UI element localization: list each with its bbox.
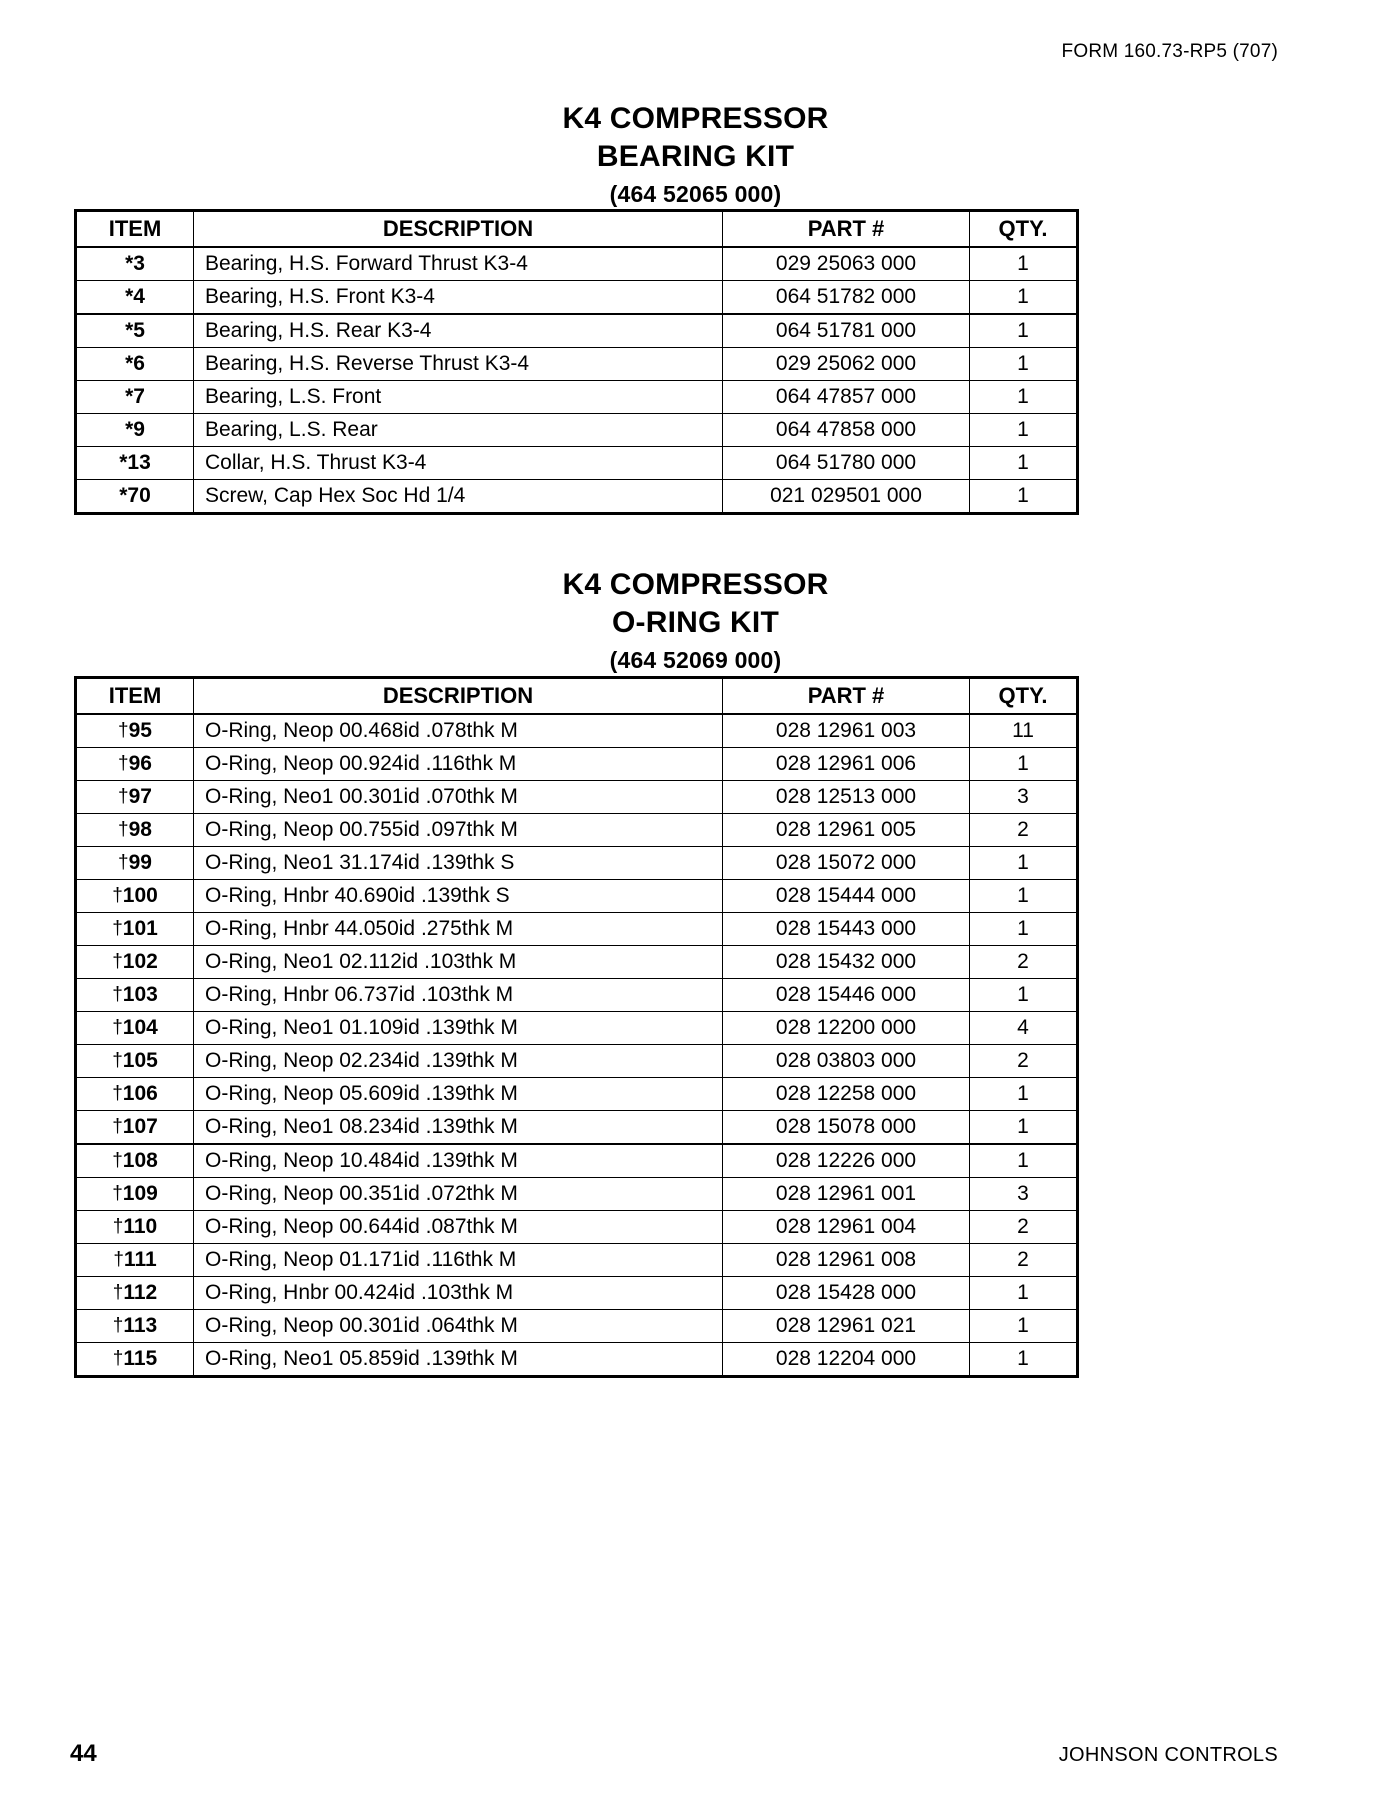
cell-item: *7 [76, 381, 194, 414]
dagger-marker-icon: † [112, 1017, 123, 1038]
table-header-row [76, 211, 1078, 248]
table-row [76, 247, 1078, 281]
cell-item-number: 102 [122, 950, 158, 973]
oring-kit-title-line2: O-RING KIT [612, 605, 779, 639]
cell-part-number: 064 51782 000 [723, 281, 970, 315]
cell-description: O-Ring, Neop 00.755id .097thk M [194, 814, 723, 847]
cell-part-number: 021 029501 000 [723, 480, 970, 514]
cell-item: *13 [76, 447, 194, 480]
cell-item-number: 96 [128, 752, 152, 775]
cell-quantity: 1 [970, 1343, 1078, 1377]
cell-item-number: 108 [122, 1149, 158, 1172]
column-header-part: PART # [723, 211, 970, 248]
cell-item [76, 1343, 194, 1377]
cell-part-number: 028 12961 006 [723, 748, 970, 781]
cell-description: Bearing, H.S. Rear K3-4 [194, 314, 723, 348]
cell-item: *4 [76, 281, 194, 315]
oring-kit-title-line1: K4 COMPRESSOR [562, 568, 829, 601]
table-row [76, 1012, 1078, 1045]
cell-part-number: 028 12961 005 [723, 814, 970, 847]
cell-part-number: 028 15443 000 [723, 913, 970, 946]
table-row [76, 348, 1078, 381]
table-row [76, 1310, 1078, 1343]
cell-item [76, 1012, 194, 1045]
bearing-kit-title-line2: BEARING KIT [596, 139, 795, 173]
cell-description: Bearing, L.S. Rear [194, 414, 723, 447]
dagger-marker-icon: † [112, 1050, 123, 1071]
cell-description: O-Ring, Neop 02.234id .139thk M [194, 1045, 723, 1078]
cell-quantity: 1 [970, 247, 1078, 281]
cell-item [76, 1045, 194, 1078]
dagger-marker-icon: † [118, 753, 129, 774]
table-row [76, 314, 1078, 348]
column-header-qty: QTY. [970, 678, 1078, 715]
cell-quantity: 2 [970, 1244, 1078, 1277]
bearing-kit-title-line1: K4 COMPRESSOR [562, 102, 829, 135]
cell-quantity: 3 [970, 781, 1078, 814]
cell-part-number: 064 47857 000 [723, 381, 970, 414]
cell-description: O-Ring, Neop 01.171id .116thk M [194, 1244, 723, 1277]
cell-part-number: 028 15428 000 [723, 1277, 970, 1310]
table-row [76, 748, 1078, 781]
cell-item [76, 1111, 194, 1145]
cell-part-number: 028 12961 003 [723, 714, 970, 748]
cell-description: Bearing, H.S. Front K3-4 [194, 281, 723, 315]
cell-quantity: 1 [970, 979, 1078, 1012]
table-row [76, 1343, 1078, 1377]
cell-description: Bearing, L.S. Front [194, 381, 723, 414]
oring-kit-title [0, 566, 1391, 675]
cell-quantity: 2 [970, 946, 1078, 979]
cell-item [76, 946, 194, 979]
cell-quantity: 1 [970, 847, 1078, 880]
table-row [76, 1144, 1078, 1178]
cell-item-number: 111 [123, 1248, 157, 1271]
cell-part-number: 028 15446 000 [723, 979, 970, 1012]
oring-kit-table [74, 676, 1079, 1378]
cell-quantity: 1 [970, 414, 1078, 447]
cell-description: O-Ring, Neop 00.924id .116thk M [194, 748, 723, 781]
bearing-kit-part-number: (464 52065 000) [609, 180, 782, 207]
cell-description: Collar, H.S. Thrust K3-4 [194, 447, 723, 480]
cell-quantity: 1 [970, 1144, 1078, 1178]
cell-item [76, 847, 194, 880]
cell-item-number: 115 [123, 1347, 158, 1370]
cell-part-number: 064 47858 000 [723, 414, 970, 447]
cell-description: O-Ring, Neop 00.644id .087thk M [194, 1211, 723, 1244]
cell-part-number: 028 12204 000 [723, 1343, 970, 1377]
bearing-kit-table [74, 209, 1079, 515]
page-footer [0, 1740, 1391, 1800]
cell-quantity: 2 [970, 814, 1078, 847]
cell-description: O-Ring, Neo1 08.234id .139thk M [194, 1111, 723, 1145]
cell-quantity: 1 [970, 880, 1078, 913]
dagger-marker-icon: † [112, 1150, 123, 1171]
cell-item [76, 1277, 194, 1310]
cell-item [76, 1310, 194, 1343]
column-header-item: ITEM [76, 678, 194, 715]
dagger-marker-icon: † [112, 918, 123, 939]
cell-item [76, 1078, 194, 1111]
cell-quantity: 1 [970, 314, 1078, 348]
cell-item-number: 104 [122, 1016, 158, 1039]
cell-part-number: 028 15078 000 [723, 1111, 970, 1145]
cell-item [76, 714, 194, 748]
table-header-row [76, 678, 1078, 715]
cell-quantity: 1 [970, 1111, 1078, 1145]
cell-description: O-Ring, Neop 00.468id .078thk M [194, 714, 723, 748]
dagger-marker-icon: † [118, 786, 129, 807]
cell-part-number: 028 03803 000 [723, 1045, 970, 1078]
table-row [76, 880, 1078, 913]
cell-part-number: 028 12513 000 [723, 781, 970, 814]
cell-quantity: 1 [970, 1310, 1078, 1343]
cell-item [76, 1144, 194, 1178]
cell-part-number: 028 15444 000 [723, 880, 970, 913]
dagger-marker-icon: † [113, 1249, 124, 1270]
table-row [76, 946, 1078, 979]
cell-description: O-Ring, Neo1 00.301id .070thk M [194, 781, 723, 814]
table-row [76, 1211, 1078, 1244]
dagger-marker-icon: † [118, 819, 129, 840]
cell-item [76, 748, 194, 781]
table-row [76, 814, 1078, 847]
table-row [76, 480, 1078, 514]
cell-part-number: 064 51781 000 [723, 314, 970, 348]
dagger-marker-icon: † [112, 984, 123, 1005]
cell-part-number: 029 25063 000 [723, 247, 970, 281]
page-number: 44 [70, 1740, 97, 1767]
cell-quantity: 1 [970, 913, 1078, 946]
cell-item-number: 113 [123, 1314, 158, 1337]
cell-quantity: 1 [970, 381, 1078, 414]
cell-description: O-Ring, Neo1 31.174id .139thk S [194, 847, 723, 880]
cell-item-number: 98 [128, 818, 152, 841]
cell-quantity: 3 [970, 1178, 1078, 1211]
form-code: FORM 160.73-RP5 (707) [1061, 41, 1278, 62]
cell-item [76, 781, 194, 814]
table-row [76, 1178, 1078, 1211]
table-row [76, 913, 1078, 946]
cell-description: O-Ring, Neop 10.484id .139thk M [194, 1144, 723, 1178]
cell-item-number: 97 [128, 785, 152, 808]
bearing-kit-title [0, 100, 1391, 209]
cell-item-number: 103 [122, 983, 158, 1006]
table-row [76, 281, 1078, 315]
cell-item: *3 [76, 247, 194, 281]
dagger-marker-icon: † [112, 1216, 124, 1237]
table-row [76, 1111, 1078, 1145]
dagger-marker-icon: † [112, 1315, 124, 1336]
company-name: JOHNSON CONTROLS [1058, 1744, 1278, 1766]
cell-part-number: 028 12961 021 [723, 1310, 970, 1343]
cell-item-number: 99 [128, 851, 152, 874]
cell-item [76, 1244, 194, 1277]
table-row [76, 979, 1078, 1012]
cell-item [76, 814, 194, 847]
column-header-qty: QTY. [970, 211, 1078, 248]
table-row [76, 381, 1078, 414]
column-header-description: DESCRIPTION [194, 678, 723, 715]
cell-item-number: 95 [128, 719, 152, 742]
cell-part-number: 028 12258 000 [723, 1078, 970, 1111]
cell-item: *6 [76, 348, 194, 381]
cell-description: Screw, Cap Hex Soc Hd 1/4 [194, 480, 723, 514]
cell-item [76, 913, 194, 946]
table-row [76, 1244, 1078, 1277]
cell-quantity: 1 [970, 1277, 1078, 1310]
cell-part-number: 028 12961 008 [723, 1244, 970, 1277]
cell-item [76, 880, 194, 913]
column-header-item: ITEM [76, 211, 194, 248]
cell-item-number: 105 [122, 1049, 158, 1072]
cell-item-number: 110 [123, 1215, 158, 1238]
table-row [76, 414, 1078, 447]
cell-item: *9 [76, 414, 194, 447]
table-row [76, 1045, 1078, 1078]
cell-item [76, 1178, 194, 1211]
dagger-marker-icon: † [118, 852, 129, 873]
cell-description: O-Ring, Neop 00.351id .072thk M [194, 1178, 723, 1211]
table-row [76, 847, 1078, 880]
cell-quantity: 1 [970, 447, 1078, 480]
cell-item-number: 101 [122, 917, 158, 940]
cell-item [76, 979, 194, 1012]
table-row [76, 1078, 1078, 1111]
dagger-marker-icon: † [112, 1083, 123, 1104]
cell-quantity: 2 [970, 1045, 1078, 1078]
cell-description: Bearing, H.S. Reverse Thrust K3-4 [194, 348, 723, 381]
table-row [76, 1277, 1078, 1310]
dagger-marker-icon: † [118, 720, 129, 741]
cell-description: O-Ring, Neo1 02.112id .103thk M [194, 946, 723, 979]
cell-part-number: 028 15072 000 [723, 847, 970, 880]
column-header-part: PART # [723, 678, 970, 715]
cell-part-number: 028 15432 000 [723, 946, 970, 979]
cell-quantity: 1 [970, 348, 1078, 381]
cell-item-number: 100 [122, 884, 158, 907]
cell-quantity: 1 [970, 281, 1078, 315]
cell-item-number: 106 [122, 1082, 158, 1105]
cell-quantity: 1 [970, 480, 1078, 514]
cell-part-number: 064 51780 000 [723, 447, 970, 480]
cell-item: *5 [76, 314, 194, 348]
column-header-description: DESCRIPTION [194, 211, 723, 248]
cell-part-number: 028 12200 000 [723, 1012, 970, 1045]
cell-item: *70 [76, 480, 194, 514]
cell-part-number: 029 25062 000 [723, 348, 970, 381]
cell-description: O-Ring, Neo1 01.109id .139thk M [194, 1012, 723, 1045]
cell-item-number: 109 [122, 1182, 158, 1205]
cell-quantity: 1 [970, 748, 1078, 781]
oring-kit-part-number: (464 52069 000) [609, 646, 782, 673]
table-row [76, 447, 1078, 480]
cell-description: O-Ring, Neop 00.301id .064thk M [194, 1310, 723, 1343]
table-row [76, 714, 1078, 748]
dagger-marker-icon: † [112, 885, 123, 906]
dagger-marker-icon: † [112, 1116, 123, 1137]
cell-description: Bearing, H.S. Forward Thrust K3-4 [194, 247, 723, 281]
cell-part-number: 028 12961 001 [723, 1178, 970, 1211]
dagger-marker-icon: † [112, 1183, 123, 1204]
dagger-marker-icon: † [112, 1282, 124, 1303]
cell-quantity: 1 [970, 1078, 1078, 1111]
cell-item-number: 107 [122, 1115, 158, 1138]
cell-description: O-Ring, Neo1 05.859id .139thk M [194, 1343, 723, 1377]
table-row [76, 781, 1078, 814]
dagger-marker-icon: † [112, 1348, 124, 1369]
cell-quantity: 2 [970, 1211, 1078, 1244]
cell-description: O-Ring, Neop 05.609id .139thk M [194, 1078, 723, 1111]
cell-description: O-Ring, Hnbr 44.050id .275thk M [194, 913, 723, 946]
cell-quantity: 11 [970, 714, 1078, 748]
dagger-marker-icon: † [112, 951, 123, 972]
cell-description: O-Ring, Hnbr 00.424id .103thk M [194, 1277, 723, 1310]
cell-part-number: 028 12226 000 [723, 1144, 970, 1178]
cell-item-number: 112 [123, 1281, 158, 1304]
cell-quantity: 4 [970, 1012, 1078, 1045]
cell-description: O-Ring, Hnbr 06.737id .103thk M [194, 979, 723, 1012]
cell-part-number: 028 12961 004 [723, 1211, 970, 1244]
cell-description: O-Ring, Hnbr 40.690id .139thk S [194, 880, 723, 913]
cell-item [76, 1211, 194, 1244]
